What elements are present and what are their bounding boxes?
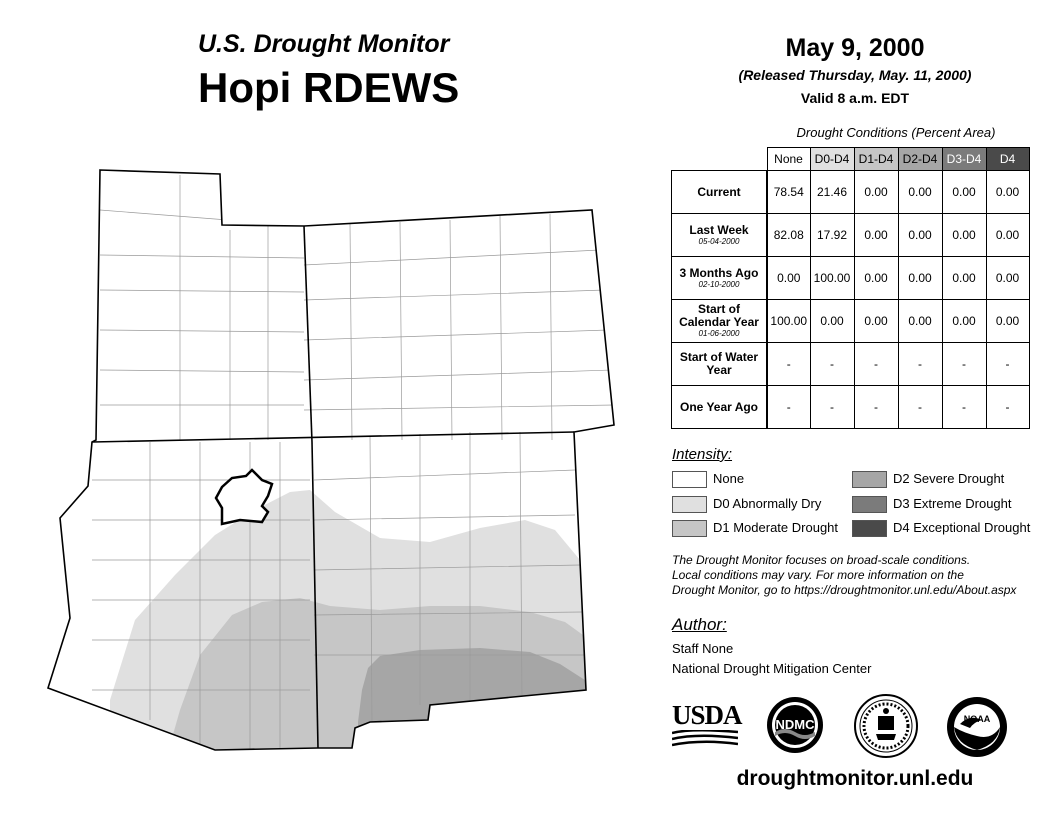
row-label [672, 300, 768, 343]
row-label [672, 257, 768, 300]
legend-item-none: None [672, 471, 744, 488]
commerce-seal [854, 694, 918, 758]
row-label-text: 3 Months Ago [679, 265, 759, 280]
valid-time: Valid 8 a.m. EDT [800, 90, 910, 106]
legend-swatch [852, 520, 887, 537]
table-cell: 0.00 [898, 214, 942, 257]
author-name: Staff None [672, 641, 734, 656]
author-heading: Author: [672, 615, 727, 634]
release-date: (Released Thursday, May. 11, 2000) [738, 67, 972, 83]
table-cell: 0.00 [942, 214, 986, 257]
legend-item-d1: D1 Moderate Drought [672, 520, 838, 537]
legend-title: Intensity: [672, 446, 733, 463]
table-cell: - [986, 343, 1029, 386]
author-organization: National Drought Mitigation Center [672, 661, 872, 676]
usda-logo: USDA [672, 700, 738, 750]
ndmc-text: NDMC [775, 717, 815, 732]
region-title: Hopi RDEWS [198, 64, 460, 111]
table-cell: 0.00 [810, 300, 854, 343]
table-cell: 0.00 [942, 171, 986, 214]
note-line-3: Drought Monitor, go to https://droughtmonitor.unl.edu/About.aspx [672, 583, 1017, 597]
table-cell: 0.00 [986, 214, 1029, 257]
col-none: None [767, 148, 810, 171]
col-d0-d4: D0-D4 [810, 148, 854, 171]
col-d1-d4: D1-D4 [854, 148, 898, 171]
row-date: 02-10-2000 [698, 279, 740, 289]
table-row [672, 386, 1030, 429]
table-cell: 0.00 [986, 171, 1029, 214]
table-row [672, 257, 1030, 300]
legend-swatch [852, 496, 887, 513]
map-date: May 9, 2000 [785, 34, 925, 62]
ndmc-logo [766, 696, 824, 754]
website-url[interactable]: droughtmonitor.unl.edu [736, 767, 974, 790]
table-cell: 0.00 [767, 257, 810, 300]
table-cell: - [942, 386, 986, 429]
table-row [672, 214, 1030, 257]
legend-item-d2: D2 Severe Drought [852, 471, 1004, 488]
table-row [672, 300, 1030, 343]
table-cell: - [810, 343, 854, 386]
noaa-logo [946, 696, 1008, 758]
row-label-text: Start of Water Year [679, 350, 759, 377]
table-cell: - [854, 386, 898, 429]
table-cell: - [986, 386, 1029, 429]
row-label [672, 386, 768, 429]
table-row [672, 343, 1030, 386]
table-cell: - [810, 386, 854, 429]
table-cell: 17.92 [810, 214, 854, 257]
table-cell: 0.00 [986, 257, 1029, 300]
table-cell: - [898, 343, 942, 386]
legend-item-d0: D0 Abnormally Dry [672, 496, 821, 513]
table-cell: - [942, 343, 986, 386]
col-d2-d4: D2-D4 [898, 148, 942, 171]
legend-swatch [852, 471, 887, 488]
table-cell: 0.00 [854, 214, 898, 257]
table-cell: - [898, 386, 942, 429]
row-label-text: One Year Ago [679, 399, 759, 414]
row-label-text: Current [697, 184, 741, 199]
table-cell: 0.00 [942, 300, 986, 343]
legend-swatch [672, 496, 707, 513]
table-cell: 0.00 [854, 171, 898, 214]
table-cell: 0.00 [854, 257, 898, 300]
row-label [672, 171, 768, 214]
table-cell: - [767, 343, 810, 386]
col-d4: D4 [986, 148, 1029, 171]
table-cell: 0.00 [898, 300, 942, 343]
col-d3-d4: D3-D4 [942, 148, 986, 171]
d2-area [358, 648, 590, 760]
table-cell: 0.00 [986, 300, 1029, 343]
row-label-text: Start of Calendar Year [679, 302, 759, 329]
note-line-2: Local conditions may vary. For more information on the [672, 568, 964, 582]
conditions-table [671, 147, 1030, 429]
legend-swatch [672, 471, 707, 488]
legend-swatch [672, 520, 707, 537]
row-label [672, 214, 768, 257]
table-cell: - [767, 386, 810, 429]
map-subtitle: U.S. Drought Monitor [198, 30, 450, 58]
drought-map [40, 160, 630, 760]
table-cell: 0.00 [942, 257, 986, 300]
conditions-title: Drought Conditions (Percent Area) [796, 125, 996, 140]
disclaimer-note [672, 553, 1032, 598]
legend-item-d3: D3 Extreme Drought [852, 496, 1012, 513]
table-cell: 82.08 [767, 214, 810, 257]
noaa-text: NOAA [963, 714, 991, 724]
table-cell: 21.46 [810, 171, 854, 214]
table-row [672, 171, 1030, 214]
row-label-text: Last Week [689, 222, 749, 237]
table-cell: - [854, 343, 898, 386]
row-date: 01-06-2000 [698, 329, 740, 338]
row-date: 05-04-2000 [698, 236, 740, 246]
note-line-1: The Drought Monitor focuses on broad-scale conditions. [672, 553, 971, 567]
table-cell: 0.00 [854, 300, 898, 343]
table-cell: 0.00 [898, 171, 942, 214]
table-cell: 78.54 [767, 171, 810, 214]
table-cell: 100.00 [767, 300, 810, 343]
legend-item-d4: D4 Exceptional Drought [852, 520, 1030, 537]
row-label [672, 343, 768, 386]
table-cell: 100.00 [810, 257, 854, 300]
table-cell: 0.00 [898, 257, 942, 300]
